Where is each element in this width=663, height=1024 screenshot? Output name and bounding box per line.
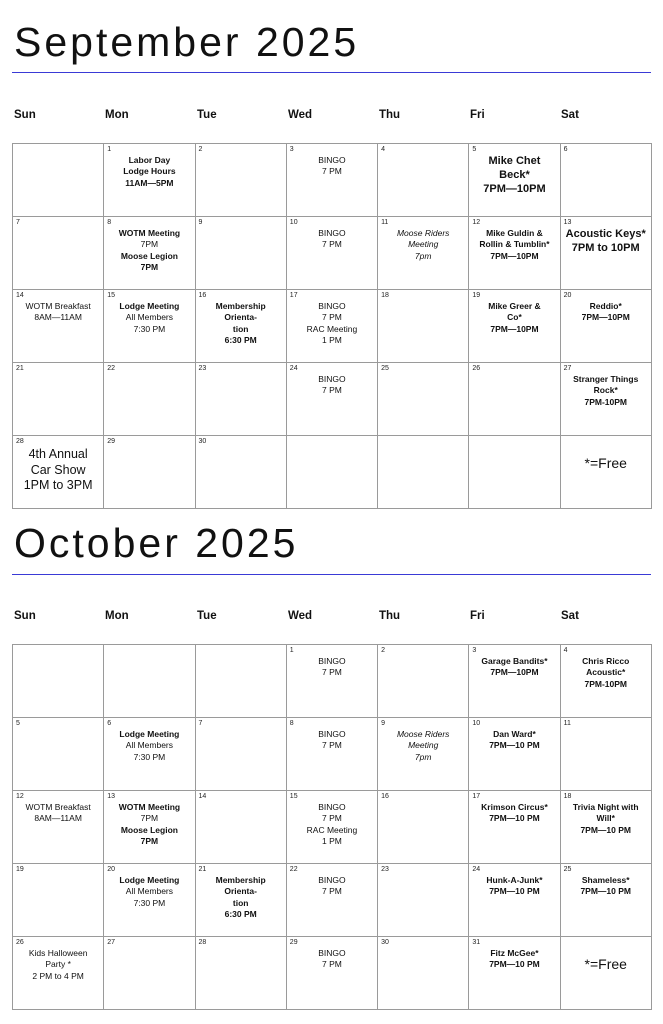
day-cell <box>378 718 469 791</box>
event-line: 6:30 PM <box>224 909 257 920</box>
day-number: 10 <box>472 720 481 727</box>
event-line: 7 PM <box>322 813 342 824</box>
day-number: 20 <box>107 866 116 873</box>
event-line: Mike Guldin & <box>486 228 543 238</box>
event-line: RAC Meeting <box>306 323 358 334</box>
day-number: 26 <box>472 365 481 372</box>
weekday-thu: Thu <box>379 109 401 121</box>
day-number: 28 <box>16 438 24 445</box>
event-line: 6:30 PM <box>224 335 257 346</box>
day-cell <box>196 718 287 791</box>
event-line: Moose Legion <box>120 250 178 261</box>
event-line: Co* <box>507 312 522 323</box>
day-cell <box>13 718 104 791</box>
day-cell <box>561 791 652 864</box>
day-cell <box>378 791 469 864</box>
day-number: 21 <box>16 365 24 372</box>
event-line: Chris Ricco <box>582 656 630 666</box>
event-line: 4th Annual <box>28 447 88 461</box>
event-line: All Members <box>125 886 174 897</box>
event-line: 7 PM <box>322 886 342 897</box>
weekday-mon: Mon <box>105 610 129 622</box>
day-cell <box>287 864 378 937</box>
day-cell <box>13 645 104 718</box>
day-number: 11 <box>563 720 571 727</box>
day-cell <box>104 864 195 937</box>
day-cell <box>196 937 287 1010</box>
day-cell <box>469 718 560 791</box>
day-number: 13 <box>563 219 572 226</box>
event-line: WOTM Meeting <box>118 802 181 812</box>
event-line: 7:30 PM <box>133 323 166 334</box>
weekday-wed: Wed <box>288 109 313 121</box>
event-line: Rollin & Tumblin* <box>479 239 550 250</box>
event-line: 11AM—5PM <box>125 177 174 188</box>
day-number: 31 <box>472 939 481 946</box>
day-number: 14 <box>16 292 24 299</box>
event-line: WOTM Breakfast <box>25 301 91 311</box>
free-legend: *=Free <box>584 455 627 471</box>
day-number: 4 <box>563 647 568 654</box>
calendar-grid <box>12 644 652 1010</box>
weekday-mon: Mon <box>105 109 129 121</box>
event-line: Lodge Meeting <box>119 301 180 311</box>
event-line: 7PM—10PM <box>581 312 630 323</box>
title-underline <box>12 574 651 575</box>
event-line: 7PM—10PM <box>490 667 539 678</box>
day-number: 14 <box>198 793 207 800</box>
event-line: 7PM <box>140 813 159 824</box>
event-line: tion <box>232 897 249 908</box>
event-line: 7 PM <box>322 312 342 323</box>
event-text <box>17 948 99 982</box>
weekday-sat: Sat <box>561 610 579 622</box>
day-number: 27 <box>107 939 116 946</box>
day-number: 18 <box>563 793 572 800</box>
event-line: 7PM—10 PM <box>489 886 540 897</box>
day-number: 17 <box>472 793 481 800</box>
day-number: 7 <box>16 219 20 226</box>
event-line: 7PM—10PM <box>490 250 539 261</box>
week-row <box>13 645 652 718</box>
event-text <box>291 656 373 679</box>
event-line: Meeting <box>408 740 439 751</box>
event-text <box>565 955 647 974</box>
day-number: 20 <box>563 292 572 299</box>
event-line: Dan Ward* <box>493 729 536 739</box>
event-line: All Members <box>125 740 174 751</box>
day-cell <box>287 718 378 791</box>
event-line: Meeting <box>408 239 439 250</box>
event-line: Lodge Hours <box>123 166 176 177</box>
day-cell <box>378 937 469 1010</box>
day-number: 4 <box>381 146 385 153</box>
day-cell <box>196 864 287 937</box>
day-number: 15 <box>107 292 116 299</box>
day-number: 22 <box>107 365 116 372</box>
weekday-sun: Sun <box>14 109 36 121</box>
day-number: 13 <box>107 793 116 800</box>
event-line: 7PM-10PM <box>584 396 627 407</box>
day-number: 1 <box>289 647 294 654</box>
week-row <box>13 791 652 864</box>
weekday-tue: Tue <box>197 109 217 121</box>
event-line: Stranger Things <box>573 374 639 384</box>
event-line: BINGO <box>318 656 346 666</box>
event-line: Reddio* <box>589 301 622 311</box>
event-line: Moose Riders <box>396 729 450 739</box>
day-cell <box>469 791 560 864</box>
day-number: 27 <box>563 365 572 372</box>
event-line: Acoustic Keys* <box>565 228 646 240</box>
event-line: 8AM—11AM <box>34 312 82 323</box>
day-number: 23 <box>381 866 389 873</box>
day-cell <box>469 645 560 718</box>
day-number: 8 <box>289 720 294 727</box>
event-text <box>200 875 282 921</box>
day-cell <box>561 864 652 937</box>
day-number: 12 <box>16 793 24 800</box>
day-number: 18 <box>381 292 389 299</box>
event-line: WOTM Breakfast <box>25 802 91 812</box>
day-number: 30 <box>198 438 207 445</box>
day-cell <box>104 718 195 791</box>
day-number: 17 <box>289 292 298 299</box>
day-number: 2 <box>198 146 203 153</box>
event-line: Fitz McGee* <box>490 948 539 958</box>
day-number: 25 <box>381 365 389 372</box>
event-line: 7PM <box>140 836 159 847</box>
day-number: 6 <box>563 146 568 153</box>
week-row <box>13 937 652 1010</box>
day-cell <box>104 645 195 718</box>
week-row <box>13 718 652 791</box>
event-line: Trivia Night with <box>572 802 639 812</box>
event-line: 1 PM <box>322 836 342 847</box>
event-line: RAC Meeting <box>306 824 358 835</box>
day-number: 29 <box>289 939 298 946</box>
event-text <box>108 802 190 848</box>
day-cell <box>287 937 378 1010</box>
weekday-tue: Tue <box>197 610 217 622</box>
event-line: 7pm <box>414 250 432 261</box>
event-line: BINGO <box>318 729 346 739</box>
day-cell <box>561 645 652 718</box>
day-cell <box>469 864 560 937</box>
weekday-fri: Fri <box>470 109 485 121</box>
day-number: 16 <box>381 793 389 800</box>
day-cell <box>196 645 287 718</box>
event-line: Kids Halloween <box>28 948 88 958</box>
event-text <box>17 802 99 825</box>
event-line: Hunk-A-Junk* <box>486 875 543 885</box>
day-number: 10 <box>289 219 298 226</box>
event-line: BINGO <box>318 155 346 165</box>
event-text <box>291 948 373 971</box>
event-line: Mike Greer & <box>488 301 541 311</box>
day-number: 3 <box>472 647 477 654</box>
event-line: 7 PM <box>322 239 342 250</box>
event-line: Garage Bandits* <box>481 656 548 666</box>
event-line: BINGO <box>318 802 346 812</box>
weekday-sat: Sat <box>561 109 579 121</box>
day-number: 12 <box>472 219 481 226</box>
weekday-thu: Thu <box>379 610 401 622</box>
free-legend: *=Free <box>584 956 627 972</box>
day-cell <box>287 791 378 864</box>
day-cell <box>287 645 378 718</box>
weekday-sun: Sun <box>14 610 36 622</box>
event-text <box>565 656 647 690</box>
event-line: 7PM—10 PM <box>489 813 540 824</box>
day-number: 26 <box>16 939 24 946</box>
event-text <box>108 729 190 763</box>
event-text <box>382 729 464 763</box>
week-row <box>13 864 652 937</box>
event-line: 7PM—10PM <box>483 182 546 195</box>
event-line: 7 PM <box>322 740 342 751</box>
weekday-fri: Fri <box>470 610 485 622</box>
event-text <box>291 802 373 848</box>
event-text <box>473 802 555 825</box>
day-number: 24 <box>472 866 481 873</box>
event-line: BINGO <box>318 875 346 885</box>
event-text <box>291 875 373 898</box>
event-line: BINGO <box>318 301 346 311</box>
event-line: Membership Orienta- <box>215 301 266 323</box>
day-number: 16 <box>198 292 207 299</box>
day-number: 21 <box>198 866 207 873</box>
day-cell <box>378 645 469 718</box>
event-line: All Members <box>125 312 174 323</box>
day-cell <box>378 864 469 937</box>
event-line: Car Show <box>30 462 86 477</box>
day-number: 1 <box>107 146 112 153</box>
event-text <box>473 948 555 971</box>
event-line: Labor Day <box>128 155 171 165</box>
event-line: 7PM <box>140 262 159 273</box>
event-line: Moose Legion <box>120 824 178 835</box>
event-line: 7 PM <box>322 385 342 396</box>
day-number: 6 <box>107 720 112 727</box>
event-line: Acoustic* <box>586 667 626 678</box>
month-title: September 2025 <box>14 19 360 65</box>
event-line: 8AM—11AM <box>34 813 82 824</box>
event-text <box>473 656 555 679</box>
day-number: 5 <box>16 720 20 727</box>
day-cell <box>13 791 104 864</box>
event-line: 7PM—10PM <box>490 323 539 334</box>
event-line: Will* <box>596 813 615 824</box>
event-line: 1PM to 3PM <box>23 478 93 493</box>
event-line: Rock* <box>593 385 618 396</box>
event-line: 7:30 PM <box>133 897 166 908</box>
day-number: 9 <box>381 720 385 727</box>
day-cell <box>104 937 195 1010</box>
day-number: 25 <box>563 866 572 873</box>
event-line: 7PM—10 PM <box>489 740 540 751</box>
day-cell <box>13 937 104 1010</box>
event-text <box>291 729 373 752</box>
event-line: BINGO <box>318 948 346 958</box>
day-number: 29 <box>107 438 116 445</box>
event-line: 7 PM <box>322 166 342 177</box>
event-line: BINGO <box>318 228 346 238</box>
day-number: 19 <box>472 292 481 299</box>
event-text <box>473 729 555 752</box>
event-line: 7pm <box>414 751 432 762</box>
event-line: Krimson Circus* <box>481 802 548 812</box>
event-text <box>108 875 190 909</box>
day-number: 28 <box>198 939 207 946</box>
day-cell <box>561 937 652 1010</box>
event-line: tion <box>232 323 249 334</box>
event-line: 7:30 PM <box>133 751 166 762</box>
day-cell <box>196 791 287 864</box>
event-line: 7PM-10PM <box>584 678 627 689</box>
event-line: Mike Chet <box>488 155 541 167</box>
event-text <box>473 875 555 898</box>
day-number: 3 <box>289 146 294 153</box>
event-line: Beck* <box>499 168 530 181</box>
day-number: 5 <box>472 146 477 153</box>
day-number: 19 <box>16 866 24 873</box>
event-line: 7PM to 10PM <box>571 241 640 254</box>
event-line: Lodge Meeting <box>119 875 180 885</box>
day-cell <box>104 791 195 864</box>
day-cell <box>561 718 652 791</box>
day-number: 2 <box>381 647 385 654</box>
weekday-wed: Wed <box>288 610 313 622</box>
day-number: 9 <box>198 219 203 226</box>
day-number: 24 <box>289 365 298 372</box>
day-number: 7 <box>198 720 203 727</box>
day-number: 11 <box>381 219 389 226</box>
event-line: BINGO <box>318 374 346 384</box>
event-line: 1 PM <box>322 335 342 346</box>
day-number: 30 <box>381 939 389 946</box>
event-line: 7PM—10 PM <box>489 959 540 970</box>
event-line: Party * <box>45 959 71 970</box>
event-line: 7 PM <box>322 959 342 970</box>
day-cell <box>469 937 560 1010</box>
event-line: 7PM—10 PM <box>580 886 631 897</box>
event-text <box>565 802 647 836</box>
event-line: 2 PM to 4 PM <box>32 970 84 981</box>
event-line: 7 PM <box>322 667 342 678</box>
day-cell <box>13 864 104 937</box>
event-line: Shameless* <box>581 875 630 885</box>
day-number: 8 <box>107 219 112 226</box>
event-text <box>565 875 647 898</box>
day-number: 22 <box>289 866 298 873</box>
event-line: WOTM Meeting <box>118 228 181 238</box>
event-line: Moose Riders <box>396 228 450 238</box>
event-line: 7PM <box>140 239 159 250</box>
event-line: 7PM—10 PM <box>580 824 631 835</box>
day-number: 23 <box>198 365 207 372</box>
month-title: October 2025 <box>14 520 299 566</box>
day-number: 15 <box>289 793 298 800</box>
event-line: Membership Orienta- <box>215 875 266 897</box>
event-line: Lodge Meeting <box>119 729 180 739</box>
